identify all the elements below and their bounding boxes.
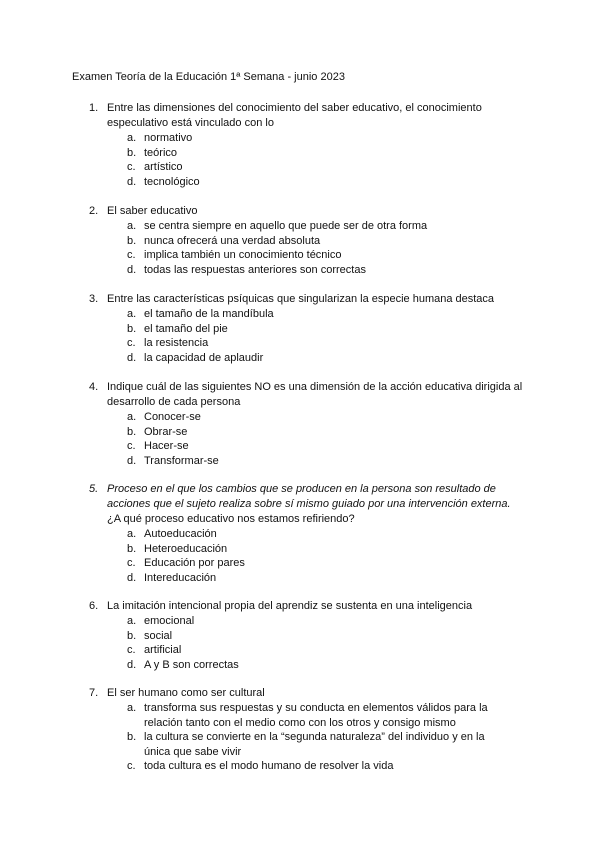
- option-letter: a.: [127, 411, 137, 423]
- option-text: el tamaño del pie: [144, 322, 228, 335]
- option-letter: a.: [127, 528, 137, 540]
- option-d: [0, 263, 600, 278]
- option-text: A y B son correctas: [144, 658, 239, 671]
- option-b: [0, 730, 600, 759]
- question-statement: Proceso en el que los cambios que se producen en la persona son resultado de acciones que el sujeto realiza sobre sí mismo guiado por una intervención externa.: [107, 483, 511, 510]
- option-letter: d.: [127, 571, 137, 584]
- option-text: emocional: [144, 615, 195, 627]
- question-text: La imitación intencional propia del aprendiz se sustenta en una inteligencia: [107, 600, 473, 612]
- option-a: [0, 614, 600, 629]
- option-d: [0, 351, 600, 366]
- question-7: [0, 686, 600, 774]
- option-a: [0, 131, 600, 146]
- option-letter: c.: [127, 557, 136, 570]
- option-c: [0, 556, 600, 571]
- option-letter: b.: [127, 234, 137, 247]
- option-c: [0, 336, 600, 351]
- option-text: Intereducación: [144, 571, 217, 584]
- option-list: [0, 410, 600, 468]
- option-a: [0, 701, 600, 730]
- option-text: artístico: [144, 161, 183, 174]
- option-b: [0, 234, 600, 249]
- option-text: Transformar-se: [144, 454, 219, 467]
- option-letter: b.: [127, 146, 137, 159]
- option-b: [0, 425, 600, 440]
- option-c: [0, 439, 600, 454]
- option-a: [0, 410, 600, 425]
- option-b: [0, 542, 600, 557]
- option-text: Hacer-se: [144, 440, 189, 453]
- option-letter: c.: [127, 161, 136, 174]
- option-letter: a.: [127, 308, 137, 320]
- option-letter: c.: [127, 760, 136, 773]
- question-number: 7.: [89, 687, 99, 699]
- option-text: Autoeducación: [144, 528, 217, 540]
- option-letter: b.: [127, 322, 137, 335]
- option-text: Heteroeducación: [144, 542, 228, 555]
- option-b: [0, 146, 600, 161]
- option-c: [0, 160, 600, 175]
- question-text: [107, 482, 527, 527]
- option-list: [0, 131, 600, 189]
- option-list: [0, 701, 600, 774]
- option-a: [0, 527, 600, 542]
- option-text: el tamaño de la mandíbula: [144, 308, 274, 320]
- option-letter: d.: [127, 263, 137, 276]
- option-text: se centra siempre en aquello que puede ser de otra forma: [144, 220, 428, 232]
- option-d: [0, 571, 600, 586]
- question-3: [0, 292, 600, 365]
- option-d: [0, 658, 600, 673]
- question-number: 3.: [89, 293, 99, 305]
- option-c: [0, 248, 600, 263]
- option-text: transforma sus respuestas y su conducta en elementos válidos para la relación tanto con el medio como con los otros y consigo mismo: [144, 702, 488, 729]
- option-letter: d.: [127, 658, 137, 671]
- option-text: artificial: [144, 644, 182, 657]
- option-letter: d.: [127, 454, 137, 467]
- option-letter: b.: [127, 731, 137, 744]
- option-text: la resistencia: [144, 337, 209, 350]
- question-number: 4.: [89, 381, 99, 393]
- option-text: la cultura se convierte en la “segunda naturaleza” del individuo y en la única que sabe vivir: [144, 731, 485, 758]
- option-letter: c.: [127, 644, 136, 657]
- question-text: El saber educativo: [107, 205, 198, 217]
- option-letter: a.: [127, 132, 137, 144]
- option-list: [0, 614, 600, 672]
- option-text: social: [144, 629, 173, 642]
- question-text: Indique cuál de las siguientes NO es una dimensión de la acción educativa dirigida al desarrollo de cada persona: [107, 381, 523, 408]
- question-text: Entre las características psíquicas que singularizan la especie humana destaca: [107, 293, 495, 305]
- option-text: implica también un conocimiento técnico: [144, 249, 342, 262]
- option-letter: a.: [127, 615, 137, 627]
- option-list: [0, 219, 600, 277]
- option-list: [0, 527, 600, 585]
- exam-title: Examen Teoría de la Educación 1ª Semana - junio 2023: [72, 71, 345, 83]
- option-text: Obrar-se: [144, 425, 188, 438]
- option-letter: d.: [127, 175, 137, 188]
- option-text: Educación por pares: [144, 557, 245, 570]
- option-text: nunca ofrecerá una verdad absoluta: [144, 234, 321, 247]
- question-number: 1.: [89, 102, 99, 114]
- option-c: [0, 759, 600, 774]
- option-d: [0, 454, 600, 469]
- option-letter: b.: [127, 425, 137, 438]
- option-text: la capacidad de aplaudir: [144, 351, 264, 364]
- option-text: teórico: [144, 146, 178, 159]
- option-text: normativo: [144, 132, 193, 144]
- question-text: El ser humano como ser cultural: [107, 687, 265, 699]
- option-c: [0, 643, 600, 658]
- option-list: [0, 307, 600, 365]
- question-4: [0, 380, 600, 468]
- option-b: [0, 322, 600, 337]
- option-letter: a.: [127, 702, 137, 714]
- option-letter: b.: [127, 629, 137, 642]
- question-number: 5.: [89, 483, 99, 495]
- option-letter: c.: [127, 337, 136, 350]
- option-a: [0, 219, 600, 234]
- question-6: [0, 599, 600, 672]
- option-text: Conocer-se: [144, 411, 201, 423]
- option-letter: b.: [127, 542, 137, 555]
- option-letter: a.: [127, 220, 137, 232]
- question-1: [0, 101, 600, 189]
- option-a: [0, 307, 600, 322]
- option-b: [0, 629, 600, 644]
- question-subtext: ¿A qué proceso educativo nos estamos refiriendo?: [107, 513, 355, 525]
- question-number: 2.: [89, 205, 99, 217]
- option-d: [0, 175, 600, 190]
- question-2: [0, 204, 600, 277]
- option-letter: d.: [127, 351, 137, 364]
- question-number: 6.: [89, 600, 99, 612]
- option-letter: c.: [127, 440, 136, 453]
- question-text: Entre las dimensiones del conocimiento del saber educativo, el conocimiento especulativo está vinculado con lo: [107, 102, 482, 129]
- option-text: tecnológico: [144, 175, 200, 188]
- option-text: toda cultura es el modo humano de resolver la vida: [144, 760, 394, 773]
- question-5: [0, 482, 600, 585]
- option-text: todas las respuestas anteriores son correctas: [144, 263, 366, 276]
- option-letter: c.: [127, 249, 136, 262]
